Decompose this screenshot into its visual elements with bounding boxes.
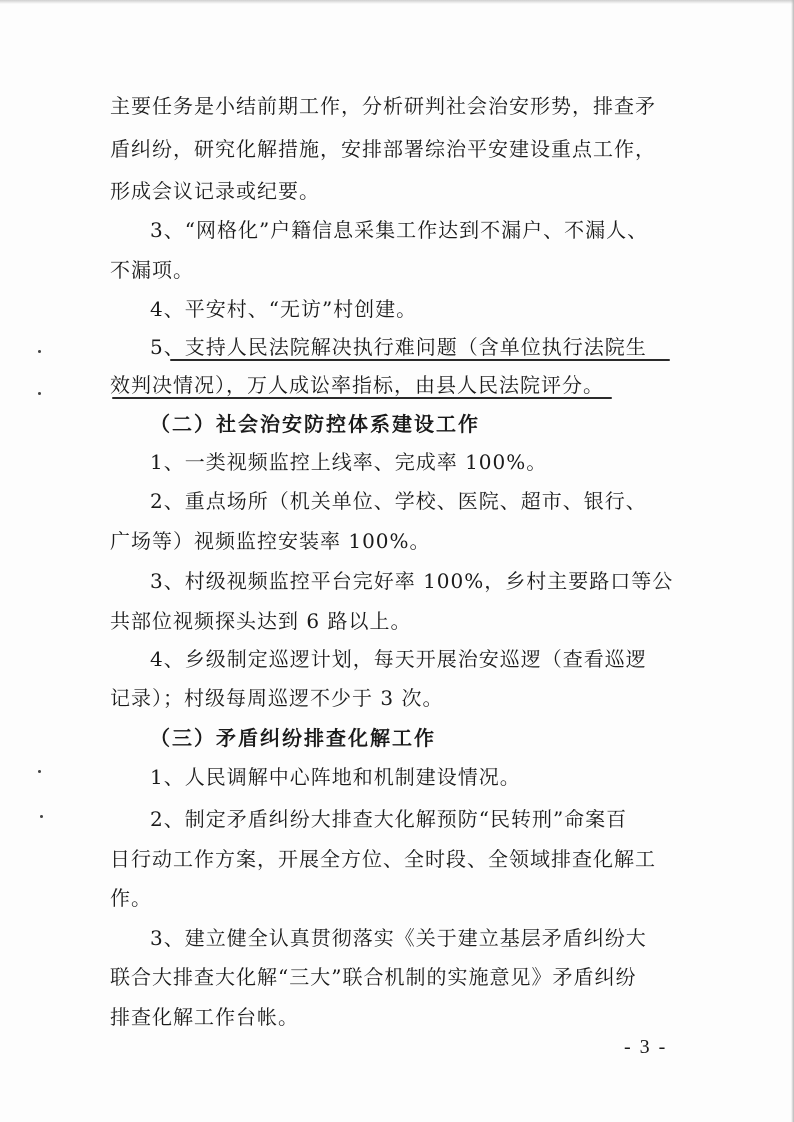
page-number: - 3 - [624, 1036, 668, 1058]
paragraph-line: 作。 [110, 886, 152, 910]
margin-mark [40, 815, 43, 818]
paragraph-line: 1、人民调解中心阵地和机制建设情况。 [150, 765, 521, 789]
scan-edge-top [0, 0, 794, 4]
paragraph-line: 3、村级视频监控平台完好率 100%，乡村主要路口等公 [150, 569, 674, 593]
paragraph-line: 联合大排查大化解“三大”联合机制的实施意见》矛盾纠纷 [110, 965, 637, 989]
paragraph-line: 2、制定矛盾纠纷大排查大化解预防“民转刑”命案百 [150, 807, 628, 831]
paragraph-line: 2、重点场所（机关单位、学校、医院、超市、银行、 [150, 489, 647, 513]
paragraph-line: 共部位视频探头达到 6 路以上。 [110, 609, 412, 633]
underlined-line: 效判决情况），万人成讼率指标，由县人民法院评分。 [110, 373, 604, 397]
paragraph-line: 3、建立健全认真贯彻落实《关于建立基层矛盾纠纷大 [150, 926, 647, 950]
section-heading: （二）社会治安防控体系建设工作 [150, 412, 480, 436]
paragraph-line: 主要任务是小结前期工作，分析研判社会治安形势，排查矛 [110, 94, 656, 118]
handwritten-underline [112, 397, 612, 399]
margin-mark [38, 770, 41, 773]
paragraph-line: 不漏项。 [110, 258, 194, 282]
paragraph-line: 盾纠纷，研究化解措施，安排部署综治平安建设重点工作， [110, 137, 656, 161]
paragraph-line: 4、乡级制定巡逻计划，每天开展治安巡逻（查看巡逻 [150, 647, 647, 671]
margin-mark [38, 392, 41, 395]
paragraph-line: 排查化解工作台帐。 [110, 1005, 299, 1029]
handwritten-underline [170, 359, 670, 361]
underlined-line: 5、支持人民法院解决执行难问题（含单位执行法院生 [150, 335, 647, 359]
paragraph-line: 4、平安村、“无访”村创建。 [150, 297, 418, 321]
paragraph-line: 记录）；村级每周巡逻不少于 3 次。 [110, 686, 444, 710]
section-heading: （三）矛盾纠纷排查化解工作 [150, 726, 436, 750]
paragraph-line: 1、一类视频监控上线率、完成率 100%。 [150, 450, 548, 474]
paragraph-line: 3、“网格化”户籍信息采集工作达到不漏户、不漏人、 [150, 218, 649, 242]
paragraph-line: 广场等）视频监控安装率 100%。 [110, 529, 431, 553]
paragraph-line: 形成会议记录或纪要。 [110, 179, 320, 203]
margin-mark [38, 350, 41, 353]
paragraph-line: 日行动工作方案，开展全方位、全时段、全领域排查化解工 [110, 847, 656, 871]
